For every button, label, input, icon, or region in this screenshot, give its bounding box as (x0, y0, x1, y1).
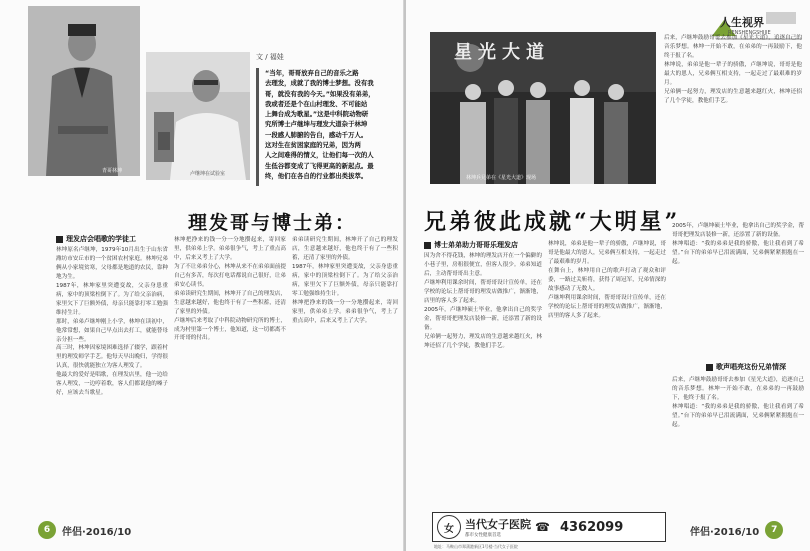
quote-line: 人之间难得的情义，让他们每一次的人 (265, 151, 374, 160)
quote-line: 生低谷都变成了飞得更高的新起点。最 (265, 161, 374, 170)
singer-caption: 青哥林坤 (102, 168, 123, 174)
singer-photo (28, 6, 140, 176)
body-column (672, 376, 804, 508)
doctor-photo (146, 52, 250, 180)
section-heading (706, 362, 786, 372)
paragraph: 弟弟读研究生期间，林坤开了自己的理发店，生意越来越好，他也终于有了一些积蓄，还清了家里的外债。 (292, 237, 398, 261)
apple-icon: 7 (765, 521, 783, 539)
paragraph: 卢继坤利用课余时间，帮哥哥设计宣传单，还在学校的论坛上帮哥哥的理发店做推广，渐渐地，店里的客人多了起来。 (548, 294, 666, 319)
singer-illustration (28, 6, 140, 176)
body-column (292, 236, 398, 506)
body-column (672, 222, 804, 352)
paragraph: 因为舍不得花钱，林坤的理发店开在一个偏僻的小巷子里，房租很便宜，但客人很少。弟弟知道后，主动帮哥哥出主意。 (424, 253, 542, 277)
paragraph: 林坤原名卢继坤，1979年10月出生于山东省潍坊市安丘市的一个贫困农村家庭。林坤兄弟俩从小家境贫寒，父母都是地道的农民，靠种地为生。 (56, 247, 168, 280)
paragraph: 林坤唱道：“我的弟弟是我的骄傲，他让我看到了希望。”台下的弟弟早已泪流满面，兄弟俩紧紧拥抱在一起。 (672, 240, 804, 265)
paragraph: 为了不让弟弟分心，林坤从来不在弟弟面前提自己有多苦，每次打电话都说自己很好，让弟弟安心读书。 (174, 263, 286, 288)
ad-text (465, 516, 531, 538)
quote-line: 我或者还是个在山村理发、不可能站 (265, 99, 368, 108)
paragraph: 兄弟俩一起努力，理发店的生意越来越红火，林坤还招了几个学徒，教他们手艺。 (424, 333, 542, 349)
bullet-icon (424, 242, 431, 249)
paragraph: 弟弟读研究生期间，林坤开了自己的理发店，生意越来越好，他也终于有了一些积蓄，还清了家里的外债。 (174, 290, 286, 315)
section-heading (56, 234, 136, 244)
paragraph: 后来，卢继坤鼓励哥哥去参加《星光大道》，追逐自己的音乐梦想。林坤一开始不敢，在弟弟的一再鼓励下，他终于报了名。 (664, 35, 802, 59)
paragraph: 在舞台上，林坤用自己的歌声打动了观众和评委，一路过关斩将，获得了周冠军，兄弟情深的故事感动了无数人。 (548, 267, 666, 292)
paragraph: 林坤把挣来的钱一分一分地攒起来，寄回家里，供弟弟上学。弟弟很争气，考上了重点高中，后来又考上了大学。 (292, 299, 398, 324)
bullet-icon (56, 236, 63, 243)
stage-caption: 林坤兵兄弟在《星光大道》现场 (466, 175, 537, 181)
quote-line: 去理发，成就了我的博士梦想。没有我 (265, 79, 374, 88)
stage-logo: 星光大道 (454, 42, 550, 63)
quote-line: 究所博士卢继坤与理发大道杂于林坤 (265, 120, 368, 129)
paragraph: 1987年，林坤家里突遭变故，父亲身患重病，家中的顶梁柱倒下了。为了给父亲治病，家里欠下了巨额外债，母亲只能靠打零工勉强维持生计。 (56, 282, 168, 316)
bullet-icon (706, 364, 713, 371)
quote-line: 终，他们在各自的行业都出类拔萃。 (265, 171, 368, 180)
right-page (406, 0, 810, 551)
headline-right: 兄弟彼此成就“大明星” (424, 209, 681, 235)
paragraph: 他最大的爱好是唱歌，在理发店里，他一边给客人理发，一边哼着歌，客人们都说他的嗓子好，应该去当歌星。 (56, 372, 168, 397)
section-heading (424, 240, 518, 250)
paragraph: 林坤把挣来的钱一分一分地攒起来，寄回家里，供弟弟上学。弟弟很争气，考上了重点高中，后来又考上了大学。 (174, 237, 286, 261)
byline: 文 / 福娃 (256, 53, 284, 61)
paragraph: 2005年，卢继坤硕士毕业，他拿出自己的奖学金，帮哥哥把理发店装修一新，还添置了新的设备。 (424, 306, 542, 331)
paragraph: 卢继坤后来考取了中科院动物研究所的博士，成为村里第一个博士，他知道，这一切都离不开哥哥的付出。 (174, 317, 286, 342)
section-title: 理发店会唱歌的学徒工 (66, 235, 136, 243)
paragraph: 林坤说，弟弟是他一辈子的骄傲，卢继坤说，哥哥是他最大的恩人，兄弟俩互相支持，一起走过了最艰难的岁月。 (548, 241, 666, 265)
quote-line: 一段感人肺腑的告白，感动千万人。 (265, 130, 368, 139)
quote-line: 哥，就没有我的今天。”如果没有弟弟， (265, 89, 375, 98)
folio-left (38, 521, 131, 539)
paragraph: 那时，弟弟卢继坤刚上小学，林坤在读初中，他常常想，如果自己早点出去打工，就能替母亲分担一些。 (56, 318, 168, 343)
headline-left: 理发哥与博士弟： (188, 212, 357, 234)
hospital-logo-icon: 女 (437, 515, 461, 539)
section-title: 歌声唱亮这份兄弟情深 (716, 363, 786, 371)
paragraph: 卢继坤利用课余时间，帮哥哥设计宣传单，还在学校的论坛上帮哥哥的理发店做推广，渐渐地，店里的客人多了起来。 (424, 279, 542, 304)
paragraph: 1987年，林坤家里突遭变故，父亲身患重病，家中的顶梁柱倒下了。为了给父亲治病，家里欠下了巨额外债，母亲只能靠打零工勉强维持生计。 (292, 263, 398, 297)
body-column (56, 246, 168, 506)
section-title: 博士弟弟助力哥哥乐理发店 (434, 241, 518, 249)
hospital-ad[interactable] (432, 512, 666, 542)
body-column (424, 252, 542, 502)
quote-line: “当年，哥哥放弃自己的音乐之路 (265, 69, 359, 77)
paragraph: 林坤唱道：“我的弟弟是我的骄傲，他让我看到了希望。”台下的弟弟早已泪流满面，兄弟俩紧紧拥抱在一起。 (672, 403, 804, 428)
folio-right (690, 521, 783, 539)
doctor-caption: 卢继坤在试验室 (190, 171, 226, 177)
paragraph: 兄弟俩一起努力，理发店的生意越来越红火，林坤还招了几个学徒，教他们手艺。 (664, 88, 802, 104)
quote-line: 上舞台成为歌星。”这是中科院动物研 (265, 110, 369, 119)
body-column (548, 240, 666, 502)
ad-name: 当代女子医院 (465, 518, 531, 531)
ad-subtitle: 都市女性健康首选 (465, 533, 501, 538)
ad-address: 地址：马鞍山市郑蒲港新区1号楼·当代女子医院 (434, 544, 518, 549)
paragraph: 2005年，卢继坤硕士毕业，他拿出自己的奖学金，帮哥哥把理发店装修一新，还添置了新的设备。 (672, 223, 804, 238)
paragraph: 林坤说，弟弟是他一辈子的骄傲，卢继坤说，哥哥是他最大的恩人，兄弟俩互相支持，一起走过了最艰难的岁月。 (664, 61, 802, 86)
paragraph: 高三时，林坤因家境困难选择了辍学，跟着村里的理发师学手艺。他每天早出晚归，学得很认真，很快就能独立为客人理发了。 (56, 345, 168, 370)
body-column (174, 236, 286, 506)
folio-text: 伴侣·2016/10 (690, 526, 760, 538)
phone-icon: ☎ (535, 520, 550, 534)
apple-icon: 6 (38, 521, 56, 539)
body-column (664, 34, 802, 214)
left-page (0, 0, 404, 551)
quote-line: 这对生在贫困家庭的兄弟，因为两 (265, 141, 361, 150)
column-subtitle: RENSHENGSHIJIE (728, 30, 771, 36)
column-title: 人生视界 (720, 16, 764, 29)
intro-quote (256, 68, 402, 186)
paragraph: 后来，卢继坤鼓励哥哥去参加《星光大道》，追逐自己的音乐梦想。林坤一开始不敢，在弟弟的一再鼓励下，他终于报了名。 (672, 377, 804, 401)
folio-text: 伴侣·2016/10 (62, 526, 132, 538)
lab-illustration (146, 52, 250, 180)
ad-phone: 4362099 (559, 519, 624, 535)
